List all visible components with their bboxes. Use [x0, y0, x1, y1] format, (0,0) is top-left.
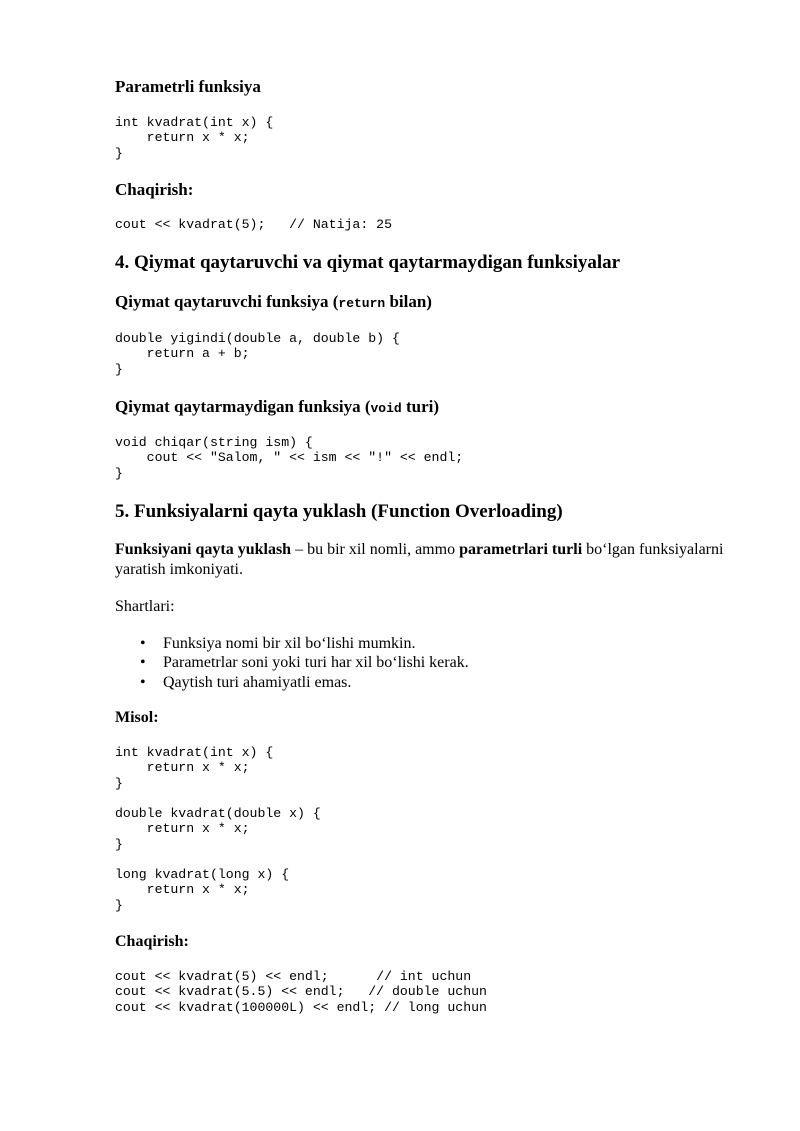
void-inline-code: void — [370, 401, 402, 416]
overload-emphasis: parametrlari turli — [459, 541, 583, 558]
list-item-text: Qaytish turi ahamiyatli emas. — [163, 673, 352, 691]
void-heading-text-start: Qiymat qaytarmaydigan funksiya ( — [115, 397, 371, 416]
void-heading — [115, 397, 439, 419]
code-block-call-1: cout << kvadrat(5); // Natija: 25 — [115, 217, 392, 232]
return-heading-text-start: Qiymat qaytaruvchi funksiya ( — [115, 292, 339, 311]
list-item-text: Parametrlar soni yoki turi har xil bo‘lishi kerak. — [163, 654, 469, 672]
return-inline-code: return — [338, 296, 386, 311]
bullet-icon: • — [140, 635, 146, 652]
bullet-icon: • — [140, 654, 146, 672]
overload-term: Funksiyani qayta yuklash — [115, 541, 292, 558]
code-block-yigindi: double yigindi(double a, double b) { return a + b; } — [115, 331, 400, 377]
code-block-chiqar: void chiqar(string ism) { cout << "Salom, " << ism << "!" << endl; } — [115, 435, 464, 481]
shartlari-label: Shartlari: — [115, 598, 175, 615]
void-heading-text-end: turi) — [401, 397, 440, 416]
chaqirish-label-2: Chaqirish: — [115, 933, 189, 950]
conditions-list — [115, 634, 469, 692]
list-item — [115, 653, 469, 672]
section-5-heading: 5. Funksiyalarni qayta yuklash (Function Overloading) — [115, 501, 563, 522]
return-heading-text-end: bilan) — [385, 292, 432, 311]
param-heading: Parametrli funksiya — [115, 77, 261, 96]
return-heading — [115, 292, 432, 314]
bullet-icon: • — [140, 673, 146, 691]
code-block-call-2: cout << kvadrat(5) << endl; // int uchun cout << kvadrat(5.5) << endl; // double uchun cout << kvadrat(100000L) << endl; // long uchun — [115, 969, 487, 1015]
list-item — [115, 634, 469, 653]
overload-paragraph — [115, 540, 735, 579]
section-4-heading: 4. Qiymat qaytaruvchi va qiymat qaytarmaydigan funksiyalar — [115, 252, 621, 273]
code-block-kvadrat-int: int kvadrat(int x) { return x * x; } — [115, 115, 274, 161]
list-item — [115, 673, 469, 692]
overload-text-end: bo‘lgan funksiyalarni yaratish imkoniyati. — [115, 541, 724, 578]
code-block-overload-double: double kvadrat(double x) { return x * x; } — [115, 806, 321, 852]
overload-text-middle: – bu bir xil nomli, ammo — [291, 541, 460, 558]
code-block-overload-int: int kvadrat(int x) { return x * x; } — [115, 745, 274, 791]
chaqirish-label: Chaqirish: — [115, 180, 194, 199]
misol-label: Misol: — [115, 709, 159, 726]
code-block-overload-long: long kvadrat(long x) { return x * x; } — [115, 867, 290, 913]
list-item-text: Funksiya nomi bir xil bo‘lishi mumkin. — [163, 635, 416, 652]
